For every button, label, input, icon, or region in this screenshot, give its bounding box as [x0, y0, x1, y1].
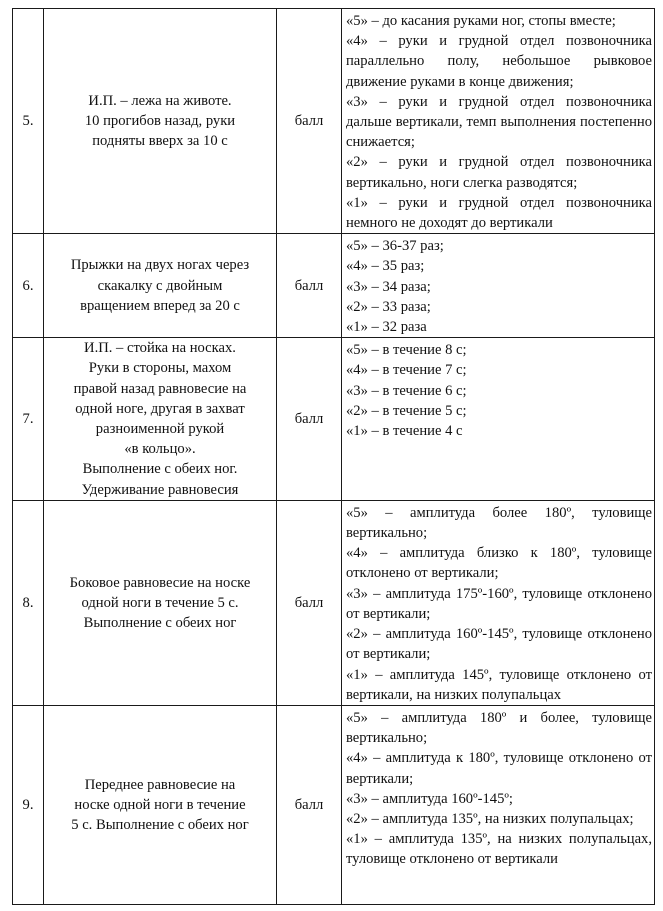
criteria-cell [342, 500, 655, 705]
exercise-description [44, 234, 277, 338]
criterion: «2» – амплитуда 160º-145º, туловище отклонено от вертикали; [346, 626, 652, 663]
exercise-line: одной ноге, другая в захват [75, 400, 245, 417]
criterion: «3» – амплитуда 175º-160º, туловище отклонено от вертикали; [346, 585, 652, 622]
exercise-line: Руки в стороны, махом [88, 360, 232, 377]
criterion: «4» – амплитуда близко к 180º, туловище отклонено от вертикали; [346, 545, 652, 582]
exercise-line: подняты вверх за 10 с [92, 133, 228, 150]
criteria-cell [342, 9, 655, 234]
criterion: «5» – в течение 8 с; [346, 342, 467, 359]
exercise-line: Выполнение с обеих ног. [82, 461, 238, 478]
exercise-line: И.П. – стойка на носках. [84, 340, 236, 357]
row-number: 5. [13, 9, 44, 234]
table-row [13, 9, 655, 234]
criterion: «1» – 32 раза [346, 319, 427, 336]
criterion: «4» – руки и грудной отдел позвоночника параллельно полу, небольшое рывковое движение руками в конце движения; [346, 33, 652, 90]
criterion: «3» – 34 раза; [346, 278, 431, 295]
exercise-line: вращением вперед за 20 с [80, 297, 240, 314]
row-number: 7. [13, 338, 44, 501]
unit-cell: балл [277, 500, 342, 705]
criteria-cell [342, 705, 655, 904]
criterion: «1» – руки и грудной отдел позвоночника немного не доходят до вертикали [346, 194, 652, 232]
table-row [13, 338, 655, 501]
row-number: 8. [13, 500, 44, 705]
criteria-cell [342, 338, 655, 501]
exercise-line: скакалку с двойным [97, 277, 223, 294]
exercise-line: разноименной рукой [95, 421, 225, 438]
unit-cell: балл [277, 9, 342, 234]
exercise-line: носке одной ноги в течение [74, 796, 246, 813]
exercise-line: одной ноги в течение 5 с. [81, 594, 239, 611]
table-row [13, 705, 655, 904]
unit-cell: балл [277, 705, 342, 904]
criterion: «4» – в течение 7 с; [346, 362, 467, 379]
exercise-description [44, 705, 277, 904]
exercise-line: Выполнение с обеих ног [83, 614, 237, 631]
criterion: «2» – амплитуда 135º, на низких полупальцах; [346, 810, 634, 827]
criterion: «1» – в течение 4 с [346, 423, 463, 440]
exercise-line: Переднее равновесие на [84, 776, 236, 793]
exercise-line: правой назад равновесие на [73, 380, 247, 397]
table-row [13, 234, 655, 338]
criterion: «5» – амплитуда 180º и более, туловище вертикально; [346, 709, 652, 747]
criterion: «2» – в течение 5 с; [346, 402, 467, 419]
criterion: «5» – до касания руками ног, стопы вместе; [346, 13, 616, 29]
criterion: «2» – 33 раза; [346, 298, 431, 315]
exercise-description [44, 338, 277, 501]
exercise-line: Удерживание равновесия [81, 481, 239, 498]
criterion: «5» – 36-37 раз; [346, 238, 444, 255]
exercise-description [44, 9, 277, 234]
criteria-cell [342, 234, 655, 338]
unit-cell: балл [277, 234, 342, 338]
criterion: «3» – амплитуда 160º-145º; [346, 790, 513, 807]
exercise-line: Боковое равновесие на носке [69, 574, 251, 591]
criterion: «1» – амплитуда 135º, на низких полупальцах, туловище отклонено от вертикали [346, 831, 652, 868]
exercise-line: Прыжки на двух ногах через [70, 257, 250, 274]
criterion: «2» – руки и грудной отдел позвоночника вертикально, ноги слегка разводятся; [346, 154, 652, 191]
exercise-description [44, 500, 277, 705]
exercise-line: И.П. – лежа на животе. [88, 92, 232, 109]
unit-cell: балл [277, 338, 342, 501]
criterion: «4» – амплитуда к 180º, туловище отклонено от вертикали; [346, 750, 652, 787]
criterion: «4» – 35 раз; [346, 258, 425, 275]
criterion: «3» – руки и грудной отдел позвоночника дальше вертикали, темп выполнения постепенно снижается; [346, 93, 652, 151]
criterion: «3» – в течение 6 с; [346, 382, 467, 399]
row-number: 6. [13, 234, 44, 338]
exercise-line: 5 с. Выполнение с обеих ног [71, 817, 249, 833]
criterion: «5» – амплитуда более 180º, туловище вертикально; [346, 504, 652, 542]
exercise-line: 10 прогибов назад, руки [84, 113, 236, 130]
criterion: «1» – амплитуда 145º, туловище отклонено от вертикали, на низких полупальцах [346, 666, 652, 703]
exercise-line: «в кольцо». [124, 441, 196, 458]
row-number: 9. [13, 705, 44, 904]
norms-table [12, 8, 655, 905]
table-row [13, 500, 655, 705]
